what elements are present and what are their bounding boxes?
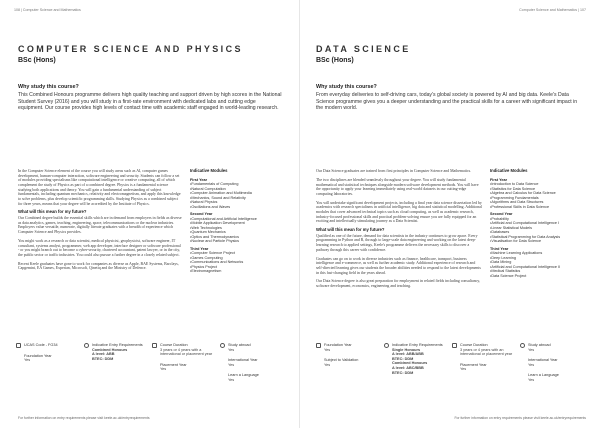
- why-study-block: [316, 84, 584, 112]
- entry-requirements-tile: Indicative Entry Requirements Single Honours A level: ABB/ABB BTEC: DDM Combined Honours A level: ABC/BBB BTEC: DDM: [384, 343, 452, 397]
- why-study-heading: Why study this course?: [18, 84, 79, 90]
- module-item: • Natural Computation: [190, 187, 286, 192]
- module-item: • Programming Fundamentals: [490, 196, 586, 201]
- study-abroad-icon: [520, 343, 525, 348]
- course-duration-icon: [452, 343, 457, 348]
- module-item: • Mechanics, Sound and Relativity: [190, 196, 286, 201]
- modules-heading: Indicative Modules: [190, 168, 228, 173]
- indicative-modules: [190, 169, 286, 274]
- module-item: • Nuclear and Particle Physics: [190, 239, 286, 244]
- why-study-text: This Combined Honours programme delivers high quality teaching and support driven by high scores in the National Student Survey (2016) and you will study in a first-rate environment with dedicated labs and cutting edge equipment. Our course provides high levels of contact time with academic staff engaged in world-leading research.: [18, 92, 282, 112]
- course-description: [316, 169, 482, 293]
- year-label: Second Year: [490, 212, 513, 216]
- module-item: • Algebra and Calculus for Data Science: [490, 191, 586, 196]
- module-item: • Data Science Project: [490, 274, 586, 279]
- module-item: • Data Mining: [490, 260, 586, 265]
- course-description: [18, 169, 182, 275]
- entry-requirements-tile: Indicative Entry Requirements Combined Honours A level: ABB BTEC: DDM: [84, 343, 152, 397]
- module-item: • Games Computing: [190, 256, 286, 261]
- study-abroad-tile: Study abroad Yes International Year Yes Learn a Language Yes: [220, 343, 288, 397]
- course-info-strip: [316, 343, 588, 397]
- module-item: • Computer Animation and Multimedia: [190, 191, 286, 196]
- why-study-text: From everyday deliveries to self-driving cars, today's global society is powered by AI and big data. Keele's Data Science programme gives you a deeper understanding and the practical skills for a career with significant impact in the modern world.: [316, 92, 578, 112]
- study-abroad-icon: [220, 343, 225, 348]
- career-paragraph: You might work as a research or data scientist, medical physicist, geophysicist, software engineer, IT consultant, systems analyst, programmer, web app developer, interface designer or software professional - or you might branch out to become a cyber-security, chartered accountant, patent lawyer, or in the city, the public sector or traffic industries. You could also pursue a further degree in a closely related subject.: [18, 238, 181, 257]
- entry-requirements-icon: [384, 343, 389, 348]
- module-item: • Introduction to Data Science: [490, 182, 586, 187]
- module-item: • Computer Science Project: [190, 251, 286, 256]
- course-duration-tile: Course Duration 3 years or 4 years with an international or placement year Placement Year Yes: [452, 343, 520, 397]
- body-paragraph: In the Computer Science element of the course you will study areas such as AI, computer games development, human-computer interaction, software engineering and security. Students can follow a set of modules providing specialisms like computational intelligence or creative computing, all of which complement the study of Physics as part of a combined degree. Physics is a fundamental science studying both applications and theory. You will gain a fundamental understanding of subject fundamentals, including quantum mechanics, relativity and electromagnetism, and apply this knowledge to solve problems, plus develop scientific programming skills. Studying Physics as a combined subject for three years, means that your degree will be accredited by the Institute of Physics.: [18, 169, 181, 206]
- modules-heading: Indicative Modules: [490, 168, 528, 173]
- module-item: • Professional Skills in Data Science: [490, 205, 586, 210]
- career-heading: What will this mean for my future?: [316, 227, 385, 233]
- module-item: • Mobile Application Development: [190, 221, 286, 226]
- running-head: 108 | Computer Science and Mathematics: [14, 8, 81, 12]
- year-label: First Year: [490, 177, 508, 182]
- module-item: • Artificial and Computational Intelligence II: [490, 265, 586, 270]
- module-list: [190, 217, 286, 244]
- career-heading: What will this mean for my future?: [18, 209, 87, 215]
- module-item: • Visualisation for Data Science: [490, 239, 586, 244]
- foundation-year-icon: [316, 343, 321, 348]
- entry-requirements-icon: [84, 343, 89, 348]
- module-item: • Probability: [490, 217, 586, 222]
- module-item: • Fundamentals of Computing: [190, 182, 286, 187]
- why-study-heading: Why study this course?: [316, 84, 377, 90]
- module-item: • Statistical Programming for Data Analysis: [490, 235, 586, 240]
- year-label: Second Year: [190, 212, 213, 216]
- module-item: • Communications and Networks: [190, 260, 286, 265]
- course-duration-icon: [152, 343, 157, 348]
- module-item: • Optics and Thermodynamics: [190, 235, 286, 240]
- module-item: • Algorithms and Data Structures: [490, 200, 586, 205]
- year-label: Third Year: [490, 246, 509, 251]
- course-info-strip: [16, 343, 288, 397]
- foundation-year-tile: Foundation Year Yes Subject to Validation Yes: [316, 343, 384, 397]
- module-item: • Physics Project: [190, 265, 286, 270]
- module-item: • Medical Statistics: [490, 269, 586, 274]
- study-abroad-tile: Study abroad Yes International Year Yes Learn a Language Yes: [520, 343, 588, 397]
- page-footer: For further information on entry requirements please visit keele.ac.uk/entryrequirements: [454, 416, 586, 420]
- module-item: • Oscillations and Waves: [190, 205, 286, 210]
- year-label: Third Year: [190, 246, 209, 251]
- module-item: • Electromagnetism: [190, 269, 286, 274]
- career-paragraph: Our Data Science degree is also great preparation for employment in related fields including consultancy, software development, economics, engineering and teaching.: [316, 279, 481, 289]
- ucas-code-icon: [16, 343, 21, 348]
- course-award: BSc (Hons): [18, 57, 56, 64]
- body-paragraph: The two disciplines are blended seamlessly throughout your degree. You will study fundamental mathematical and statistical techniques alongside modern software development methods. You will have the opportunity to apply your learning immediately using real-world datasets in our cutting-edge computing laboratories.: [316, 177, 479, 196]
- why-study-block: [18, 84, 282, 112]
- module-item: • Machine Learning Applications: [490, 251, 586, 256]
- career-paragraph: Graduates can go on to work in diverse industries such as finance, healthcare, transport, business intelligence and e-commerce, as well as further academic study. Additional experience of research and self-directed learning gives our students the broader abilities needed to respond to the latest developments in this fast-changing field in the years ahead.: [316, 256, 481, 275]
- right-page: [300, 0, 600, 428]
- course-title: DATA SCIENCE: [316, 44, 411, 54]
- module-list: [490, 251, 586, 278]
- module-list: [190, 182, 286, 209]
- module-item: • Natural Physics: [190, 200, 286, 205]
- module-item: • Quantum Mechanics: [190, 230, 286, 235]
- career-paragraph: Our Combined degree builds the essential skills which are in demand from employers in fields as diverse as data analytics, games, teaching, engineering, space, telecommunications or the nuclear industries. Employers value versatile, numerate, digitally literate graduates with a breadth of experience which Computer Science and Physics provides.: [18, 216, 182, 235]
- body-paragraph: Our Data Science graduates are trained from first principles in Computer Science and Mathematics.: [316, 169, 472, 173]
- module-item: • Databases: [490, 230, 586, 235]
- module-list: [190, 251, 286, 274]
- career-paragraph: Qualified as one of the future, demand for data scientists in the industry continues to grow apace. Every programming in Python and R, through to large-scale data engineering and working on the latest deep-learning research to applied settings, Keele's programme delivers the necessary skills to discover a pathway through this career with confidence.: [316, 233, 478, 252]
- course-duration-tile: Course Duration 3 years or 4 years with a international or placement year Placement Year Yes: [152, 343, 220, 397]
- running-head: Computer Science and Mathematics | 107: [519, 8, 586, 12]
- module-item: • Computational and Artificial Intelligence: [190, 217, 286, 222]
- career-paragraph: Recent Keele graduates have gone to work for companies as diverse as Apple, BAE Systems, Barclays, Capgemini, EA Games, Experian, Microsoft, Qinetiq and the Ministry of Defence.: [18, 261, 179, 271]
- module-item: • Statistics for Data Science: [490, 187, 586, 192]
- module-list: [490, 182, 586, 209]
- module-item: • Deep Learning: [490, 256, 586, 261]
- module-list: [490, 217, 586, 244]
- body-paragraph: You will undertake significant development projects, including a final year data science dissertation led by academics with research specialisms in artificial intelligence, big data and statistical modelling. Additional modules that cover advanced technical topics such as cloud computing, as well as academic research, industry-focused professional skills and practical problem-solving ensure you are fully equipped for an exciting and intellectually stimulating journey as a Data Scientist.: [316, 200, 482, 224]
- module-item: • Linear Statistical Models: [490, 226, 586, 231]
- year-label: First Year: [190, 177, 208, 182]
- course-award: BSc (Hons): [316, 57, 354, 64]
- module-item: • Artificial and Computational Intelligence I: [490, 221, 586, 226]
- page-footer: For further information on entry requirements please visit keele.ac.uk/entryrequirements: [18, 416, 150, 420]
- module-item: • Web Technologies: [190, 226, 286, 231]
- course-title: COMPUTER SCIENCE AND PHYSICS: [18, 44, 243, 54]
- ucas-code-tile: UCAS Code - FG34 Foundation Year Yes: [16, 343, 84, 397]
- indicative-modules: [490, 169, 586, 278]
